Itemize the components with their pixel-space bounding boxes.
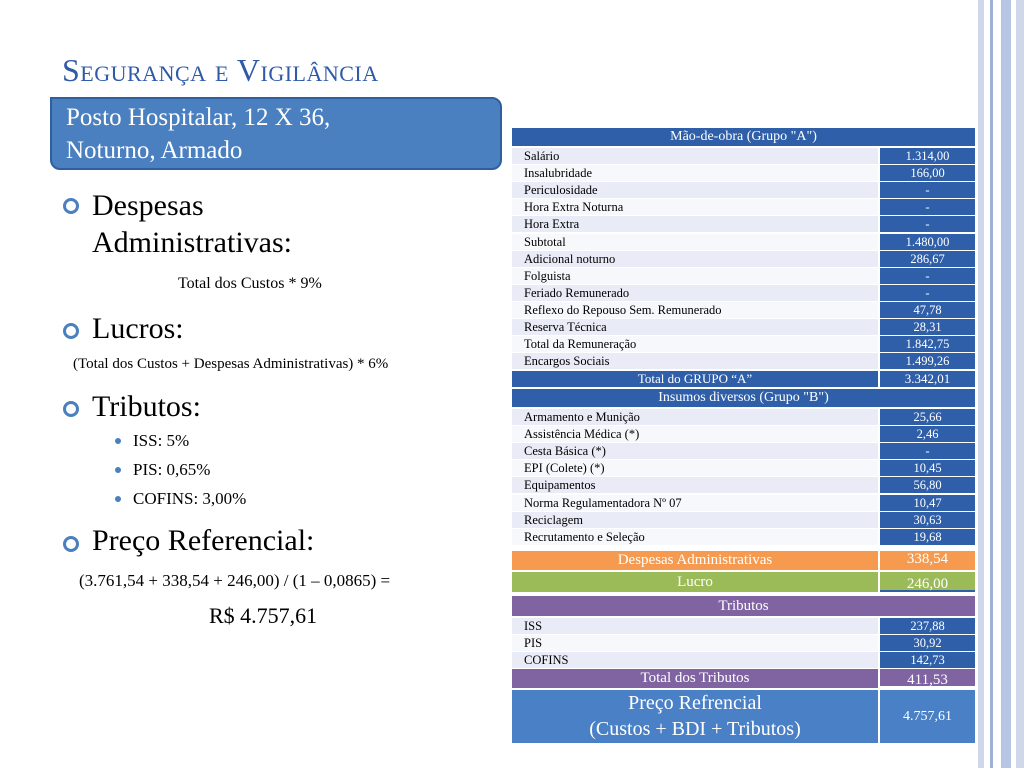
grupo-b-label: Reciclagem xyxy=(512,512,878,528)
grupo-a-row xyxy=(512,268,975,284)
slide-subtitle-box xyxy=(50,97,502,170)
grupo-b-row xyxy=(512,460,975,476)
sub-bullet-icon xyxy=(115,438,121,444)
grupo-b-row xyxy=(512,495,975,511)
grupo-b-header: Insumos diversos (Grupo "B") xyxy=(512,389,975,407)
grupo-a-value: 28,31 xyxy=(880,319,975,335)
preco-result: R$ 4.757,61 xyxy=(209,603,318,628)
tributos-label: COFINS xyxy=(512,652,878,668)
tributos-header: Tributos xyxy=(512,596,975,616)
grupo-b-label: Equipamentos xyxy=(512,477,878,493)
bullet-lucros: Lucros: xyxy=(92,312,184,345)
bullet-circle-icon xyxy=(63,323,79,339)
total-tributos-row xyxy=(512,669,975,688)
grupo-a-label: Hora Extra Noturna xyxy=(512,199,878,215)
grupo-a-row xyxy=(512,319,975,335)
grupo-a-label: Hora Extra xyxy=(512,216,878,232)
preco-row xyxy=(512,690,975,743)
sub-bullet-icon xyxy=(115,496,121,502)
grupo-a-value: 1.480,00 xyxy=(880,234,975,250)
grupo-a-total-label: Total do GRUPO “A” xyxy=(512,371,878,387)
grupo-a-row xyxy=(512,234,975,250)
grupo-b-label: Armamento e Munição xyxy=(512,409,878,425)
preco-formula: (3.761,54 + 338,54 + 246,00) / (1 – 0,0865) = xyxy=(79,571,391,590)
grupo-a-value: 286,67 xyxy=(880,251,975,267)
preco-label xyxy=(512,690,878,743)
grupo-a-label: Total da Remuneração xyxy=(512,336,878,352)
grupo-a-label: Adicional noturno xyxy=(512,251,878,267)
grupo-b-label: Assistência Médica (*) xyxy=(512,426,878,442)
tributos-value: 30,92 xyxy=(880,635,975,651)
grupo-b-label: EPI (Colete) (*) xyxy=(512,460,878,476)
decorative-rail xyxy=(1001,0,1011,768)
grupo-b-value: 10,45 xyxy=(880,460,975,476)
despesas-formula: Total dos Custos * 9% xyxy=(178,275,322,292)
grupo-a-value: 1.499,26 xyxy=(880,353,975,369)
tributos-row xyxy=(512,618,975,634)
bullet-text: Administrativas: xyxy=(92,226,292,259)
grupo-a-value: 47,78 xyxy=(880,302,975,318)
tributos-value: 237,88 xyxy=(880,618,975,634)
grupo-b-value: 56,80 xyxy=(880,477,975,493)
bullet-circle-icon xyxy=(63,536,79,552)
grupo-b-value: 19,68 xyxy=(880,529,975,545)
tributos-label: ISS xyxy=(512,618,878,634)
total-tributos-label: Total dos Tributos xyxy=(512,669,878,688)
grupo-a-value: - xyxy=(880,268,975,284)
grupo-a-row xyxy=(512,353,975,369)
preco-label-line: (Custos + BDI + Tributos) xyxy=(589,718,801,740)
grupo-b-value: 25,66 xyxy=(880,409,975,425)
grupo-a-value: 166,00 xyxy=(880,165,975,181)
bullet-circle-icon xyxy=(63,198,79,214)
grupo-b-row xyxy=(512,529,975,545)
grupo-b-value: 10,47 xyxy=(880,495,975,511)
grupo-a-total-row xyxy=(512,371,975,387)
preco-label-line: Preço Refrencial xyxy=(628,692,762,714)
grupo-a-header: Mão-de-obra (Grupo "A") xyxy=(512,128,975,146)
grupo-a-row xyxy=(512,199,975,215)
grupo-a-label: Encargos Sociais xyxy=(512,353,878,369)
tributos-row xyxy=(512,635,975,651)
lucro-row xyxy=(512,572,975,592)
grupo-a-value: - xyxy=(880,199,975,215)
subtitle-line: Posto Hospitalar, 12 X 36, xyxy=(66,104,331,131)
grupo-a-row xyxy=(512,285,975,301)
grupo-a-row xyxy=(512,251,975,267)
bullet-circle-icon xyxy=(63,401,79,417)
tributo-iss: ISS: 5% xyxy=(133,431,190,450)
decorative-rail xyxy=(1016,0,1024,768)
grupo-a-label: Periculosidade xyxy=(512,182,878,198)
grupo-a-value: 1.842,75 xyxy=(880,336,975,352)
lucro-label: Lucro xyxy=(512,572,878,592)
grupo-b-row xyxy=(512,426,975,442)
grupo-a-value: - xyxy=(880,216,975,232)
lucros-formula: (Total dos Custos + Despesas Administrativas) * 6% xyxy=(73,356,389,372)
tributos-row xyxy=(512,652,975,668)
tributos-label: PIS xyxy=(512,635,878,651)
grupo-a-value: - xyxy=(880,182,975,198)
grupo-a-label: Salário xyxy=(512,148,878,164)
grupo-b-row xyxy=(512,512,975,528)
preco-value: 4.757,61 xyxy=(880,690,975,743)
grupo-a-label: Reserva Técnica xyxy=(512,319,878,335)
despesas-label: Despesas Administrativas xyxy=(512,551,878,570)
bullet-despesas xyxy=(92,187,292,261)
lucro-value: 246,00 xyxy=(880,572,975,592)
grupo-a-row xyxy=(512,302,975,318)
grupo-a-label: Folguista xyxy=(512,268,878,284)
grupo-a-value: - xyxy=(880,285,975,301)
grupo-a-label: Insalubridade xyxy=(512,165,878,181)
grupo-a-value: 1.314,00 xyxy=(880,148,975,164)
grupo-b-value: 30,63 xyxy=(880,512,975,528)
despesas-value: 338,54 xyxy=(880,551,975,570)
grupo-b-row xyxy=(512,443,975,459)
grupo-a-label: Subtotal xyxy=(512,234,878,250)
grupo-b-label: Recrutamento e Seleção xyxy=(512,529,878,545)
tributo-cofins: COFINS: 3,00% xyxy=(133,489,247,508)
tributo-pis: PIS: 0,65% xyxy=(133,460,211,479)
total-tributos-value: 411,53 xyxy=(880,669,975,688)
grupo-a-label: Feriado Remunerado xyxy=(512,285,878,301)
grupo-a-row xyxy=(512,216,975,232)
grupo-a-row xyxy=(512,182,975,198)
decorative-rail xyxy=(990,0,993,768)
grupo-b-label: Cesta Básica (*) xyxy=(512,443,878,459)
despesas-row xyxy=(512,551,975,570)
grupo-a-label: Reflexo do Repouso Sem. Remunerado xyxy=(512,302,878,318)
grupo-b-value: 2,46 xyxy=(880,426,975,442)
grupo-a-row xyxy=(512,165,975,181)
slide-title: Segurança e Vigilância xyxy=(62,52,379,88)
grupo-b-value: - xyxy=(880,443,975,459)
bullet-preco: Preço Referencial: xyxy=(92,524,315,557)
grupo-a-total-value: 3.342,01 xyxy=(880,371,975,387)
decorative-rail xyxy=(978,0,984,768)
grupo-b-row xyxy=(512,409,975,425)
bullet-tributos: Tributos: xyxy=(92,390,201,423)
grupo-a-row xyxy=(512,336,975,352)
bullet-text: Despesas xyxy=(92,189,204,222)
subtitle-line: Noturno, Armado xyxy=(66,137,243,164)
grupo-b-label: Norma Regulamentadora Nº 07 xyxy=(512,495,878,511)
grupo-b-row xyxy=(512,477,975,493)
grupo-a-row xyxy=(512,148,975,164)
tributos-value: 142,73 xyxy=(880,652,975,668)
sub-bullet-icon xyxy=(115,467,121,473)
